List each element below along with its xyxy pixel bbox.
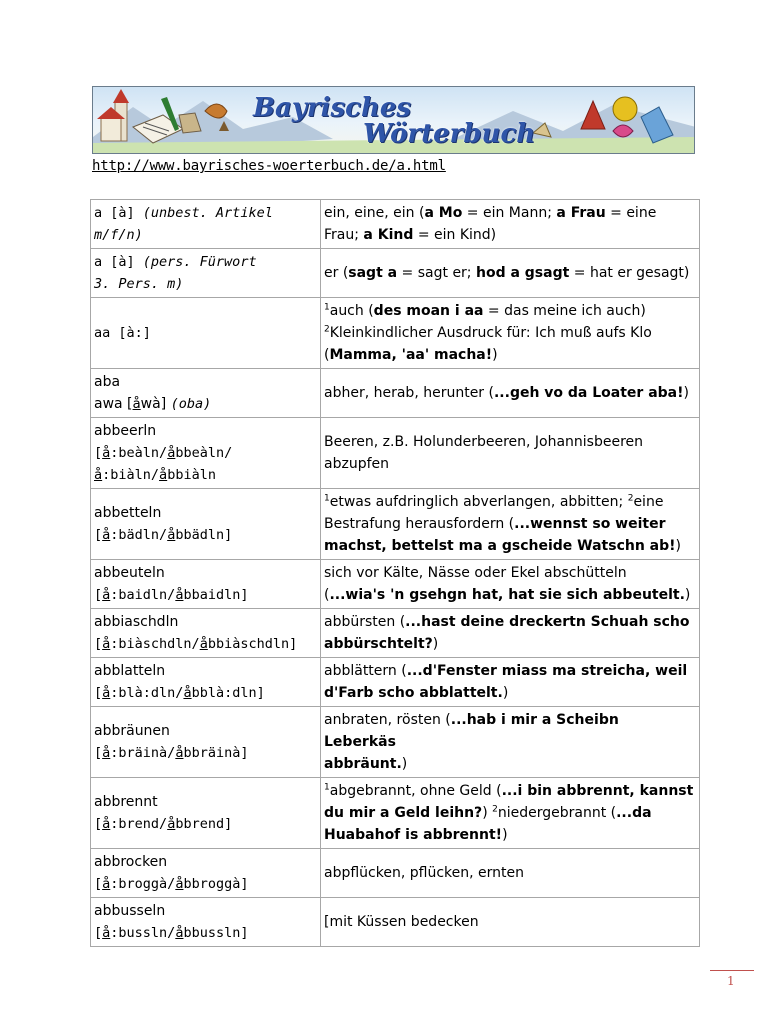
- text-segment: å: [102, 636, 111, 652]
- text-segment: :biàschdln/: [110, 636, 200, 652]
- text-segment: ): [684, 587, 691, 603]
- entry-term: [91, 249, 321, 298]
- text-segment: å: [175, 876, 184, 892]
- text-segment: ): [401, 756, 408, 772]
- text-segment: awa [: [94, 396, 133, 412]
- text-segment: Frau;: [324, 227, 364, 243]
- sense-number: 1: [324, 782, 330, 793]
- text-segment: å: [102, 876, 111, 892]
- text-segment: m/f/n): [94, 227, 143, 243]
- text-segment: abzupfen: [324, 456, 389, 472]
- text-segment: ): [502, 827, 508, 843]
- text-segment: sich vor Kälte, Nässe oder Ekel abschütteln: [324, 565, 627, 581]
- text-segment: [: [94, 636, 103, 652]
- text-segment: = ein Mann;: [462, 205, 557, 221]
- text-segment: = hat er gesagt): [569, 265, 690, 281]
- entry-term: [91, 369, 321, 418]
- entry-term: [91, 849, 321, 898]
- text-segment: abbürschtelt?: [324, 636, 433, 652]
- text-segment: Bestrafung herausfordern (: [324, 516, 515, 532]
- text-segment: bbaidln]: [183, 587, 249, 603]
- text-segment: a [à]: [94, 254, 143, 270]
- text-segment: abbürsten (: [324, 614, 406, 630]
- entry-term: [91, 609, 321, 658]
- text-segment: :blà:dln/: [110, 685, 184, 701]
- text-segment: du mir a Geld leihn?: [324, 805, 483, 821]
- table-row: [91, 418, 700, 489]
- entry-term: [91, 489, 321, 560]
- text-segment: = eine: [605, 205, 657, 221]
- text-segment: å: [94, 467, 103, 483]
- text-segment: abbeerln: [94, 423, 157, 439]
- text-segment: abpflücken, pflücken, ernten: [324, 865, 524, 881]
- table-row: [91, 658, 700, 707]
- text-segment: abblatteln: [94, 663, 166, 679]
- table-row: [91, 849, 700, 898]
- dictionary-table: [90, 199, 700, 947]
- entry-term: [91, 560, 321, 609]
- banner-title-line1: Bayrisches: [253, 93, 412, 123]
- text-segment: a [à]: [94, 205, 143, 221]
- text-segment: etwas aufdringlich abverlangen, abbitten;: [329, 494, 628, 510]
- text-segment: [: [94, 527, 103, 543]
- text-segment: å: [102, 925, 111, 941]
- text-segment: abbrocken: [94, 854, 168, 870]
- text-segment: (oba): [170, 396, 212, 412]
- text-segment: abbrennt: [94, 794, 158, 810]
- text-segment: [mit Küssen bedecken: [324, 914, 479, 930]
- text-segment: abbiaschdln: [94, 614, 179, 630]
- text-segment: (unbest. Artikel: [142, 205, 273, 221]
- text-segment: [: [94, 816, 103, 832]
- text-segment: å: [132, 396, 141, 412]
- text-segment: a Mo: [424, 205, 463, 221]
- text-segment: niedergebrannt (: [497, 805, 617, 821]
- text-segment: bbräinà]: [183, 745, 249, 761]
- text-segment: (pers. Fürwort: [142, 254, 257, 270]
- text-segment: å: [167, 816, 176, 832]
- entry-definition: [321, 369, 700, 418]
- table-row: [91, 200, 700, 249]
- text-segment: å: [167, 527, 176, 543]
- table-row: [91, 778, 700, 849]
- text-segment: abgebrannt, ohne Geld (: [329, 783, 502, 799]
- text-segment: a Frau: [556, 205, 606, 221]
- text-segment: å: [175, 925, 184, 941]
- text-segment: ein, eine, ein (: [324, 205, 425, 221]
- text-segment: ...wia's 'n gsehgn hat, hat sie sich abbeutelt.: [329, 587, 685, 603]
- text-segment: = das meine ich auch): [483, 303, 646, 319]
- text-segment: ): [492, 347, 498, 363]
- text-segment: Huabahof is abbrennt!: [324, 827, 503, 843]
- text-segment: des moan i aa: [373, 303, 484, 319]
- text-segment: [: [94, 587, 103, 603]
- text-segment: :broggà/: [110, 876, 176, 892]
- text-segment: å: [102, 745, 111, 761]
- text-segment: a Kind: [363, 227, 414, 243]
- table-row: [91, 489, 700, 560]
- text-segment: wà]: [140, 396, 171, 412]
- text-segment: ): [683, 385, 689, 401]
- text-segment: ...d'Fenster miass ma streicha, weil: [406, 663, 688, 679]
- text-segment: abbeuteln: [94, 565, 165, 581]
- text-segment: [: [94, 685, 103, 701]
- text-segment: :brend/: [110, 816, 168, 832]
- banner-title-line2: Wörterbuch: [363, 119, 536, 149]
- text-segment: å: [102, 445, 111, 461]
- text-segment: å: [183, 685, 192, 701]
- page-number-rule: [710, 970, 754, 971]
- text-segment: :bräinà/: [110, 745, 176, 761]
- text-segment: eine: [633, 494, 664, 510]
- text-segment: ): [502, 685, 509, 701]
- text-segment: (: [324, 347, 330, 363]
- text-segment: :biàln/: [102, 467, 160, 483]
- text-segment: machst, bettelst ma a gscheide Watschn ab!: [324, 538, 676, 554]
- text-segment: bbädln]: [175, 527, 233, 543]
- entry-definition: [321, 778, 700, 849]
- text-segment: [: [94, 745, 103, 761]
- text-segment: bbeàln/: [175, 445, 233, 461]
- text-segment: er (: [324, 265, 349, 281]
- text-segment: bbiàschdln]: [207, 636, 298, 652]
- text-segment: ...da: [616, 805, 652, 821]
- text-segment: = sagt er;: [397, 265, 476, 281]
- entry-definition: [321, 418, 700, 489]
- entry-definition: [321, 658, 700, 707]
- text-segment: ...hab i mir a Scheibn Leberkäs: [324, 712, 619, 750]
- sense-number: 2: [627, 493, 634, 504]
- table-row: [91, 560, 700, 609]
- table-row: [91, 898, 700, 947]
- text-segment: å: [102, 587, 111, 603]
- sense-number: 2: [324, 324, 330, 335]
- header-banner: [92, 86, 695, 154]
- text-segment: aa [à:]: [94, 325, 151, 341]
- entry-definition: [321, 249, 700, 298]
- text-segment: bbrend]: [175, 816, 233, 832]
- text-segment: hod a gsagt: [475, 265, 570, 281]
- text-segment: Mamma, 'aa' macha!: [329, 347, 493, 363]
- text-segment: (: [324, 587, 330, 603]
- entry-term: [91, 898, 321, 947]
- text-segment: 3. Pers. m): [94, 276, 184, 292]
- table-row: [91, 249, 700, 298]
- text-segment: å: [102, 685, 111, 701]
- text-segment: ): [482, 805, 493, 821]
- text-segment: ...hast deine dreckertn Schuah scho: [405, 614, 690, 630]
- text-segment: = ein Kind): [413, 227, 497, 243]
- text-segment: abbräunt.: [324, 756, 402, 772]
- entry-definition: [321, 849, 700, 898]
- text-segment: abbräunen: [94, 723, 170, 739]
- source-url-link[interactable]: http://www.bayrisches-woerterbuch.de/a.html: [92, 158, 446, 174]
- text-segment: å: [102, 816, 111, 832]
- text-segment: Beeren, z.B. Holunderbeeren, Johannisbeeren: [324, 434, 644, 450]
- dictionary-table-body: [91, 200, 700, 947]
- text-segment: :beàln/: [110, 445, 168, 461]
- text-segment: auch (: [329, 303, 374, 319]
- text-segment: d'Farb scho abblattelt.: [324, 685, 503, 701]
- text-segment: bbussln]: [183, 925, 249, 941]
- entry-definition: [321, 707, 700, 778]
- text-segment: ): [432, 636, 439, 652]
- text-segment: abbusseln: [94, 903, 166, 919]
- text-segment: abblättern (: [324, 663, 407, 679]
- entry-term: [91, 418, 321, 489]
- text-segment: å: [159, 467, 168, 483]
- entry-definition: [321, 898, 700, 947]
- sense-number: 2: [492, 804, 498, 815]
- text-segment: abbetteln: [94, 505, 162, 521]
- text-segment: [: [94, 925, 103, 941]
- text-segment: :bädln/: [110, 527, 168, 543]
- text-segment: Kleinkindlicher Ausdruck für: Ich muß aufs Klo: [329, 325, 652, 341]
- entry-definition: [321, 200, 700, 249]
- text-segment: å: [175, 587, 184, 603]
- entry-term: [91, 200, 321, 249]
- text-segment: ...wennst so weiter: [514, 516, 666, 532]
- text-segment: :bussln/: [110, 925, 176, 941]
- text-segment: [: [94, 876, 103, 892]
- entry-term: [91, 298, 321, 369]
- text-segment: å: [102, 527, 111, 543]
- text-segment: bbiàln: [167, 467, 216, 483]
- text-segment: [: [94, 445, 103, 461]
- text-segment: ): [675, 538, 681, 554]
- text-segment: bbroggà]: [183, 876, 249, 892]
- entry-definition: [321, 609, 700, 658]
- text-segment: anbraten, rösten (: [324, 712, 451, 728]
- text-segment: bblà:dln]: [191, 685, 265, 701]
- text-segment: å: [199, 636, 208, 652]
- entry-definition: [321, 489, 700, 560]
- table-row: [91, 707, 700, 778]
- table-row: [91, 298, 700, 369]
- text-segment: aba: [94, 374, 121, 390]
- text-segment: ...geh vo da Loater aba!: [493, 385, 684, 401]
- sense-number: 1: [324, 493, 330, 504]
- entry-term: [91, 707, 321, 778]
- text-segment: å: [167, 445, 176, 461]
- text-segment: abher, herab, herunter (: [324, 385, 494, 401]
- entry-definition: [321, 298, 700, 369]
- entry-term: [91, 778, 321, 849]
- page-number: 1: [727, 974, 735, 988]
- text-segment: ...i bin abbrennt, kannst: [501, 783, 694, 799]
- sense-number: 1: [324, 302, 330, 313]
- table-row: [91, 609, 700, 658]
- table-row: [91, 369, 700, 418]
- text-segment: :baidln/: [110, 587, 176, 603]
- text-segment: sagt a: [348, 265, 398, 281]
- entry-term: [91, 658, 321, 707]
- entry-definition: [321, 560, 700, 609]
- text-segment: å: [175, 745, 184, 761]
